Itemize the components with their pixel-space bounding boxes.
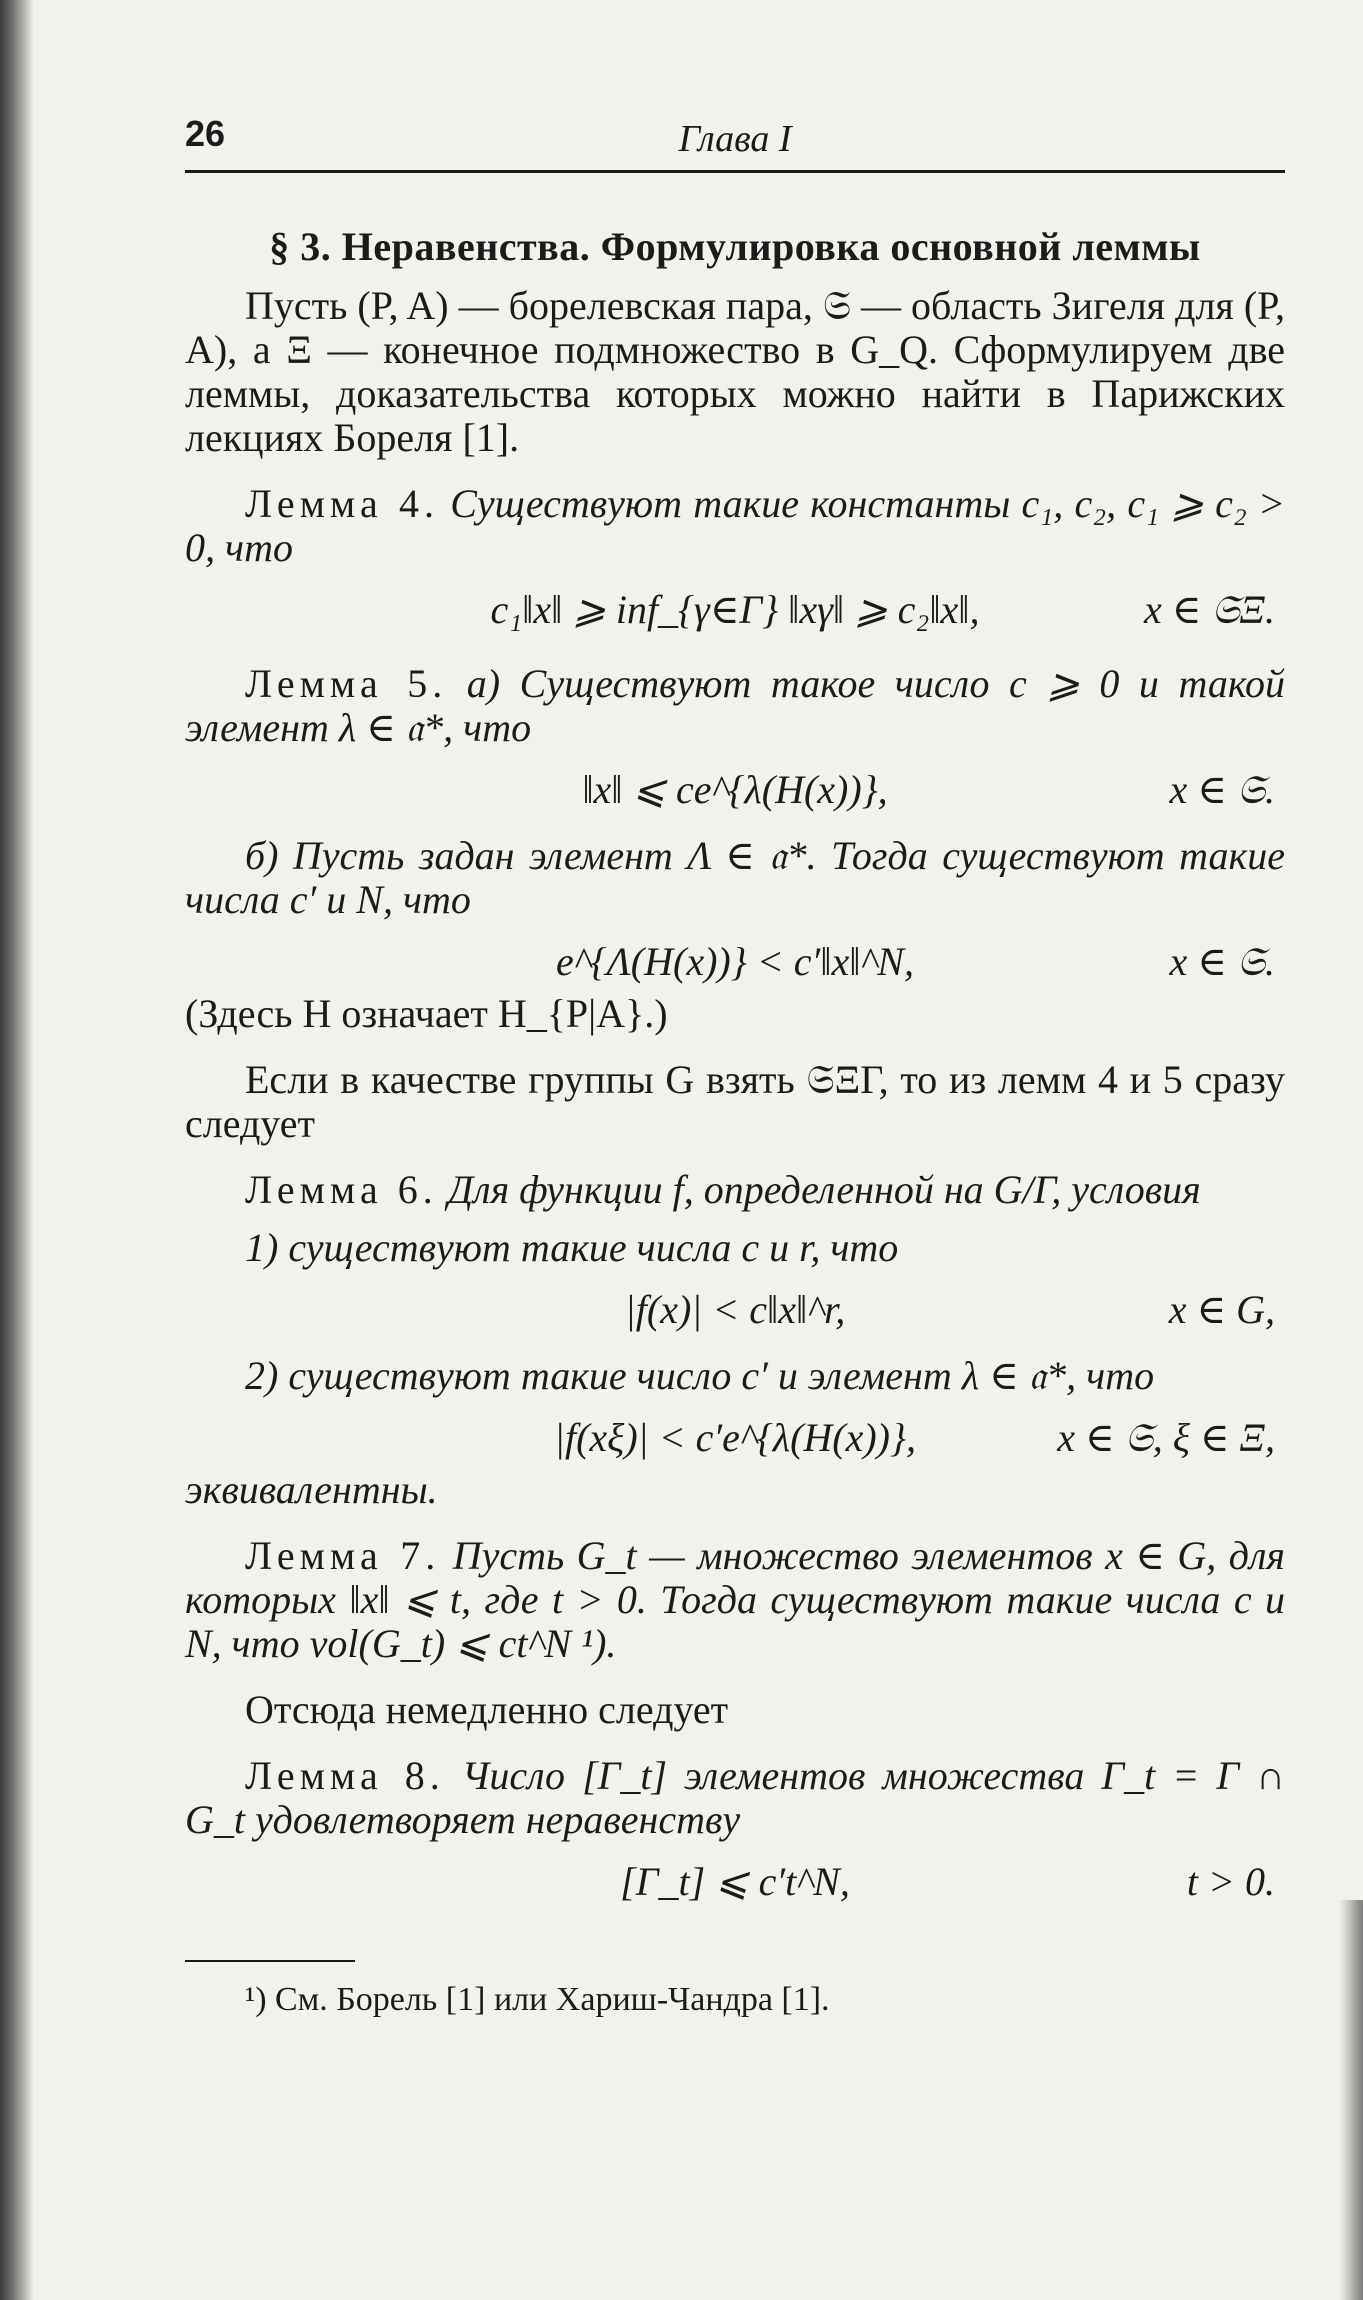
lemma-8-condition: t > 0. — [1186, 1859, 1275, 1904]
lemma-6-text: Для функции f, определенной на G/Γ, условия — [447, 1167, 1201, 1212]
lemma-4-statement — [185, 482, 1285, 570]
page-content — [185, 95, 1285, 2020]
lemma-4-formula-row — [185, 578, 1285, 640]
section-title: § 3. Неравенства. Формулировка основной леммы — [269, 224, 1201, 269]
lemma-5a-text: а) Существуют такое число c ⩾ 0 и такой элемент λ ∈ 𝔞*, что — [185, 661, 1286, 750]
lemma-6-label: Лемма 6. — [245, 1167, 438, 1212]
intro-paragraph: Пусть (P, A) — борелевская пара, 𝔖 — область Зигеля для (P, A), а Ξ — конечное подмножество в G_Q. Сформулируем две леммы, доказательства которых можно найти в Парижских лекциях Бореля [1]. — [185, 283, 1285, 460]
footnote: ¹) См. Борель [1] или Хариш-Чандра [1]. — [245, 1981, 830, 2018]
lemma-6-formula-2-row — [185, 1406, 1285, 1468]
lemma-5-note: (Здесь H означает H_{P|A}.) — [185, 991, 668, 1036]
lemma-5a-condition: x ∈ 𝔖. — [1169, 767, 1275, 812]
lemma-8-statement — [185, 1754, 1285, 1842]
bridge-paragraph: Если в качестве группы G взять 𝔖ΞΓ, то из лемм 4 и 5 сразу следует — [185, 1057, 1285, 1146]
lemma-8-text: Число [Γ_t] элементов множества Γ_t = Γ ∩ G_t удовлетворяет неравенству — [185, 1753, 1286, 1842]
lemma-4-text: Существуют такие константы c₁, c₂, c₁ ⩾ c₂ > 0, что — [185, 481, 1286, 570]
lemma-7-label: Лемма 7. — [245, 1533, 441, 1578]
lemma-8-formula-row — [185, 1850, 1285, 1912]
lemma-6-condition-2-domain: x ∈ 𝔖, ξ ∈ Ξ, — [1057, 1415, 1275, 1460]
lemma-4-formula: c₁‖x‖ ⩾ inf_{γ∈Γ} ‖xγ‖ ⩾ c₂‖x‖, — [490, 587, 980, 632]
lemma-5b-formula-row — [185, 930, 1285, 992]
lemma-5a-formula: ‖x‖ ⩽ ce^{λ(H(x))}, — [582, 767, 888, 812]
lemma-6-condition-1: 1) существуют такие числа c и r, что — [245, 1225, 899, 1270]
lemma-7-text: Пусть G_t — множество элементов x ∈ G, для которых ‖x‖ ⩽ t, где t > 0. Тогда существуют такие числа c и N, что vol(G_t) ⩽ ct^N ¹). — [185, 1533, 1286, 1666]
lemma-5a-formula-row — [185, 758, 1285, 820]
lemma-4-condition: x ∈ 𝔖Ξ. — [1143, 587, 1275, 632]
lemma-6-statement — [185, 1168, 1285, 1212]
consequence-line: Отсюда немедленно следует — [245, 1687, 729, 1732]
running-title: Глава I — [678, 118, 792, 160]
footnote-rule — [185, 1960, 355, 1962]
lemma-6-formula-2: |f(xξ)| < c′e^{λ(H(x))}, — [554, 1415, 916, 1460]
lemma-8-formula: [Γ_t] ⩽ c′t^N, — [620, 1859, 850, 1904]
lemma-7-statement — [185, 1534, 1285, 1666]
lemma-6-condition-2: 2) существуют такие число c′ и элемент λ ∈ 𝔞*, что — [245, 1353, 1155, 1398]
lemma-5b-text: б) Пусть задан элемент Λ ∈ 𝔞*. Тогда существуют такие числа c′ и N, что — [185, 833, 1285, 922]
lemma-5b-condition: x ∈ 𝔖. — [1169, 939, 1275, 984]
lemma-6-tail: эквивалентны. — [185, 1467, 438, 1512]
lemma-6-condition-1-domain: x ∈ G, — [1168, 1287, 1275, 1332]
lemma-6-formula-1: |f(x)| < c‖x‖^r, — [624, 1287, 846, 1332]
lemma-8-label: Лемма 8. — [245, 1753, 445, 1798]
page-number: 26 — [185, 113, 226, 154]
scan-edge-right — [1339, 1900, 1363, 2300]
lemma-5b-formula: e^{Λ(H(x))} < c′‖x‖^N, — [556, 939, 914, 984]
lemma-5-label: Лемма 5. — [245, 661, 448, 706]
lemma-4-label: Лемма 4. — [245, 481, 439, 526]
page-header — [185, 95, 1285, 173]
lemma-5-statement — [185, 662, 1285, 750]
lemma-6-formula-1-row — [185, 1278, 1285, 1340]
scan-edge-left — [0, 0, 34, 2300]
